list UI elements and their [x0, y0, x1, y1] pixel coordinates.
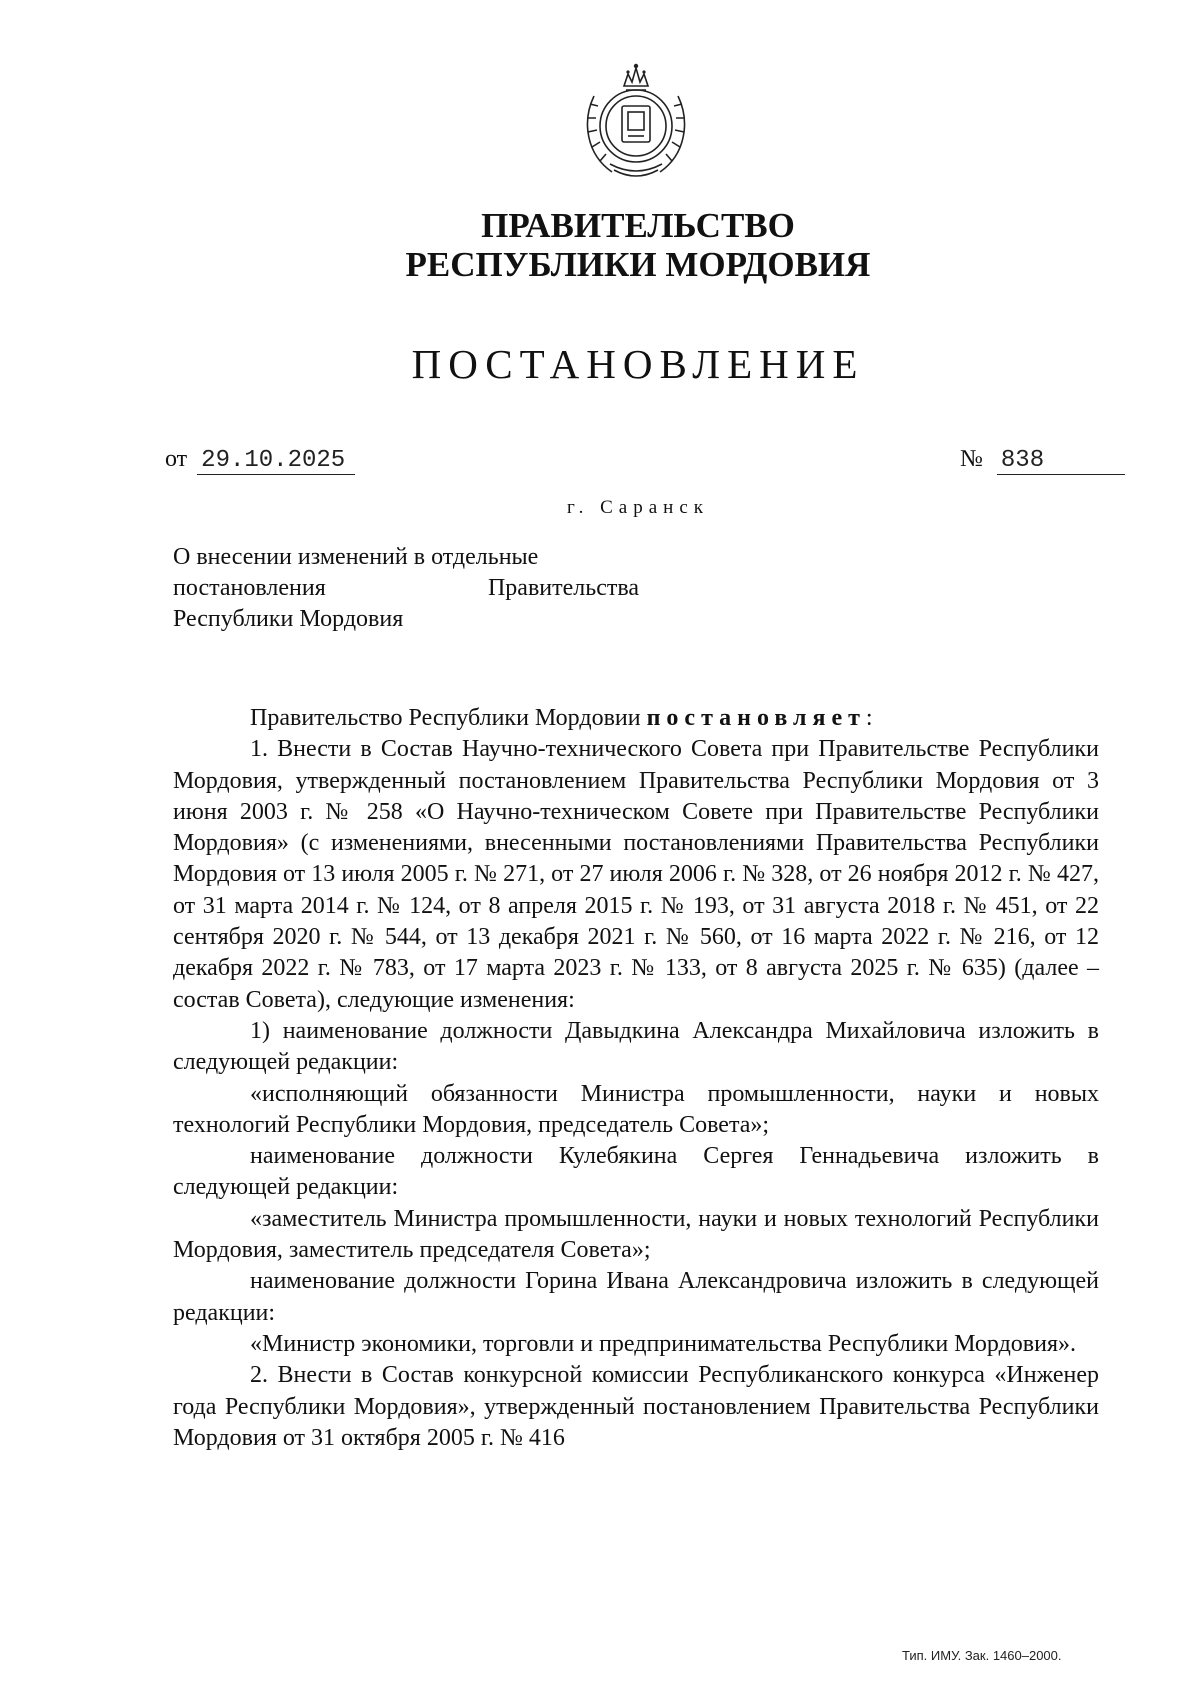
government-title-line1: ПРАВИТЕЛЬСТВО: [481, 206, 795, 245]
print-note: Тип. ИМУ. Зак. 1460–2000.: [902, 1648, 1062, 1663]
body-paragraph: наименование должности Горина Ивана Александровича изложить в следующей редакции:: [173, 1268, 1099, 1326]
number-value: 838: [997, 447, 1125, 475]
body-paragraph: «заместитель Министра промышленности, науки и новых технологий Республики Мордовия, заместитель председателя Совета»;: [173, 1205, 1099, 1264]
subject-line: Республики Мордовия: [173, 606, 404, 632]
body-paragraph: наименование должности Кулебякина Сергея Геннадьевича изложить в следующей редакции:: [173, 1143, 1099, 1201]
intro-colon: :: [865, 705, 873, 731]
decree-body: [173, 703, 1099, 1454]
decree-number: [960, 446, 1125, 475]
intro-verb: постановляет: [646, 705, 866, 731]
decree-subject: [173, 542, 639, 635]
subject-word: Правительства: [487, 575, 639, 601]
decree-date: [165, 446, 355, 475]
number-prefix: №: [960, 446, 983, 472]
body-paragraph: «исполняющий обязанности Министра промышленности, науки и новых технологий Республики Мордовия, председатель Совета»;: [173, 1080, 1099, 1138]
subject-line: [173, 573, 639, 604]
intro-text: Правительство Республики Мордовии: [250, 705, 641, 731]
body-paragraph: «Министр экономики, торговли и предпринимательства Республики Мордовия».: [250, 1330, 1077, 1357]
date-value: 29.10.2025: [197, 447, 355, 475]
subject-word: постановления: [173, 575, 326, 601]
subject-line: О внесении изменений в отдельные: [173, 544, 539, 570]
body-paragraph: 1) наименование должности Давыдкина Александра Михайловича изложить в следующей редакции:: [173, 1017, 1099, 1076]
government-title-line2: РЕСПУБЛИКИ МОРДОВИЯ: [405, 245, 871, 284]
intro-paragraph: [173, 703, 1099, 734]
body-paragraph: 1. Внести в Состав Научно-технического Совета при Правительстве Республики Мордовия, утвержденный постановлением Правительства Республики Мордовия от 3 июня 2003 г. № 258 «О Научно-техническом Совете при Правительстве Республики Мордовия» (с изменениями, внесенными постановлениями Правительства Республики Мордовия от 13 июля 2005 г. № 271, от 27 июля 2006 г. № 328, от 26 ноября 2012 г. № 427, от 31 марта 2014 г. № 124, от 8 апреля 2015 г. № 193, от 31 августа 2018 г. № 451, от 22 сентября 2020 г. № 544, от 13 декабря 2021 г. № 560, от 16 марта 2022 г. № 216, от 12 декабря 2022 г. № 783, от 17 марта 2023 г. № 133, от 8 августа 2025 г. № 635) (далее – состав Совета), следующие изменения:: [173, 736, 1099, 1013]
body-paragraph: 2. Внести в Состав конкурсной комиссии Республиканского конкурса «Инженер года Республики Мордовия», утвержденный постановлением Правительства Республики Мордовия от 31 октября 2005 г. № 416: [173, 1362, 1099, 1451]
coat-of-arms-icon: [576, 56, 696, 184]
decree-title: ПОСТАНОВЛЕНИЕ: [411, 341, 865, 387]
city: г. Саранск: [566, 497, 710, 518]
date-prefix: от: [165, 446, 188, 472]
